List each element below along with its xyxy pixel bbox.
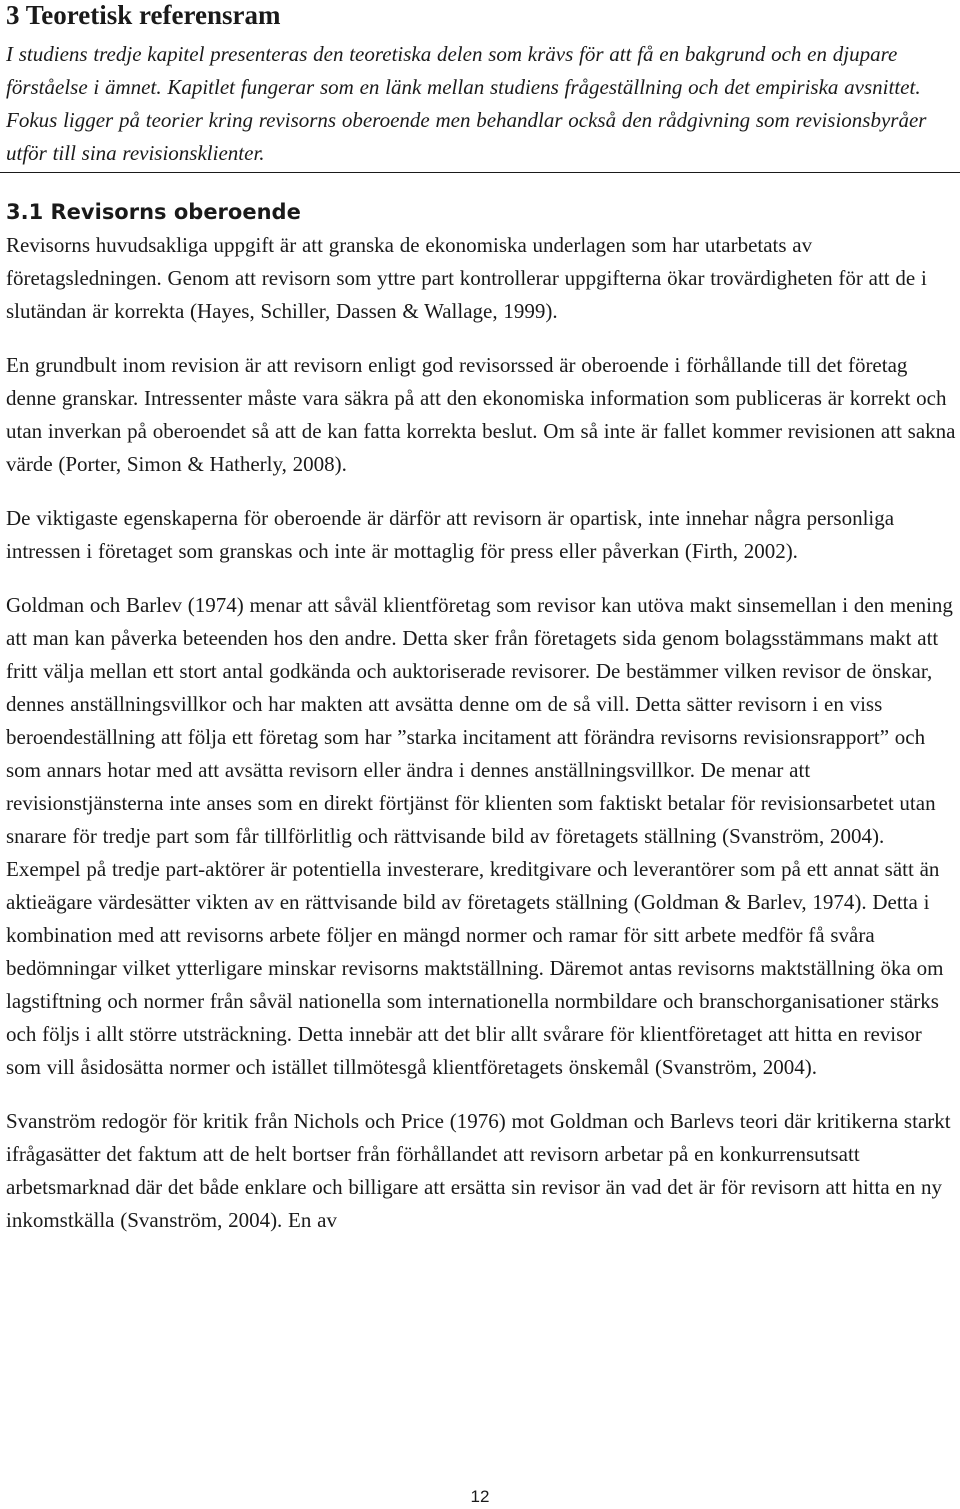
chapter-intro: I studiens tredje kapitel presenteras den teoretiska delen som krävs för att få en bakgrund och en djupare förståelse i ämnet. Kapitlet fungerar som en länk mellan studiens frågeställning och det empiriska avsnittet. Fokus ligger på teorier kring revisorns oberoende men behandlar också den rådgivning som revisionsbyråer utför till sina revisionsklienter. xyxy=(6,42,927,165)
paragraph: En grundbult inom revision är att revisorn enligt god revisorssed är oberoende i förhållande till det företag denne granskar. Intressenter måste vara säkra på att den ekonomiska information som publiceras är korrekt och utan inverkan på oberoendet så att de kan fatta korrekta beslut. Om så inte är fallet kommer revisionen att sakna värde (Porter, Simon & Hatherly, 2008). xyxy=(6,353,956,476)
paragraph: Revisorns huvudsakliga uppgift är att granska de ekonomiska underlagen som har utarbetats av företagsledningen. Genom att revisorn som yttre part kontrollerar uppgifterna ökar trovärdigheten för att de i slutändan är korrekta (Hayes, Schiller, Dassen & Wallage, 1999). xyxy=(6,233,927,323)
page-number: 12 xyxy=(470,1487,490,1506)
body-text xyxy=(6,229,956,1258)
paragraph: Svanström redogör för kritik från Nichols och Price (1976) mot Goldman och Barlevs teori där kritikerna starkt ifrågasätter det faktum att de helt bortser från förhållandet att revisorn arbetar på en konkurrensutsatt arbetsmarknad där det både enklare och billigare att ersätta sin revisor än vad det är för revisorn att hitta en ny inkomstkälla (Svanström, 2004). En av xyxy=(6,1109,951,1232)
section-divider xyxy=(0,172,960,173)
paragraph: Goldman och Barlev (1974) menar att såväl klientföretag som revisor kan utöva makt sinsemellan i den mening att man kan påverka beteenden hos den andre. Detta sker från företagets sida genom bolagsstämmans makt att fritt välja mellan ett stort antal godkända och auktoriserade revisorer. De bestämmer vilken revisor de önskar, dennes anställningsvillkor och har makten att avsätta denne om de så vill. Detta sätter revisorn i en viss beroendeställning att följa ett företag som har ”starka incitament att förändra revisorns revisionsrapport” och som annars hotar med att avsätta revisorn eller ändra i dennes anställningsvillkor. De menar att revisionstjänsterna inte anses som en direkt förtjänst för klienten som faktiskt betalar för revisionsarbetet utan snarare för tredje part som får tillförlitlig och rättvisande bild av företagets ställning (Svanström, 2004). Exempel på tredje part-aktörer är potentiella investerare, kreditgivare och leverantörer som på ett annat sätt än aktieägare värdesätter vikten av en rättvisande bild av företagets ställning (Goldman & Barlev, 1974). Detta i kombination med att revisorns arbete följer en mängd normer och ramar för sitt arbete medför få svåra bedömningar vilket ytterligare minskar revisorns maktställning. Däremot antas revisorns maktställning öka om lagstiftning och normer från såväl nationella som internationella normbildare och branschorganisationer stärks och följs i allt större utsträckning. Detta innebär att det blir allt svårare för klientföretaget att hitta en revisor som vill åsidosätta normer och istället tillmötesgå klientföretagets önskemål (Svanström, 2004). xyxy=(6,593,953,1079)
section-heading: 3.1 Revisorns oberoende xyxy=(6,200,301,224)
chapter-heading: 3 Teoretisk referensram xyxy=(6,0,281,30)
paragraph: De viktigaste egenskaperna för oberoende är därför att revisorn är opartisk, inte innehar några personliga intressen i företaget som granskas och inte är mottaglig för press eller påverkan (Firth, 2002). xyxy=(6,506,895,563)
